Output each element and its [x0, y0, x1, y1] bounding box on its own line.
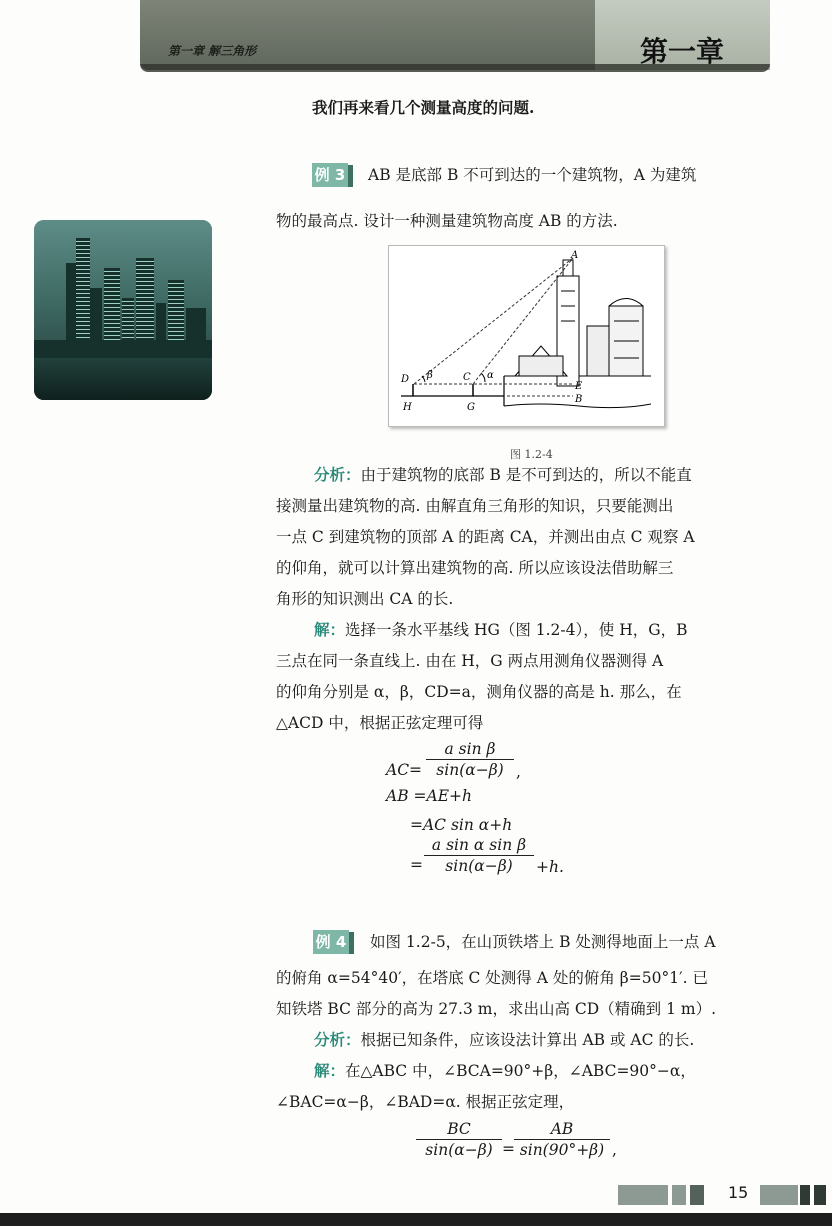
solution-line3: 的仰角分别是 α，β，CD=a，测角仪器的高是 h. 那么，在 [276, 683, 682, 701]
footer-bar [760, 1185, 798, 1205]
example-4-line1: 如图 1.2-5，在山顶铁塔上 B 处测得地面上一点 A [370, 933, 716, 951]
example-3-line1: AB 是底部 B 不可到达的一个建筑物，A 为建筑 [368, 166, 697, 184]
analysis-line2: 接测量出建筑物的高. 由解直角三角形的知识，只要能测出 [276, 497, 674, 515]
city-night-photo [34, 220, 212, 400]
formula-left-denominator: sin(α−β) [425, 1141, 493, 1159]
label-alpha: α [487, 370, 494, 381]
formula-ab-denominator: sin(α−β) [445, 857, 513, 875]
label-E: E [575, 381, 583, 392]
example-4-analysis-label: 分析： [314, 1030, 361, 1049]
formula-left-numerator: BC [447, 1120, 471, 1138]
analysis-label: 分析： [314, 465, 361, 484]
example-4-solution-line1: 在△ABC 中，∠BCA=90°+β，∠ABC=90°−α， [345, 1062, 696, 1080]
formula-ab-line3-eq: = [410, 856, 423, 874]
formula-right-numerator: AB [550, 1120, 574, 1138]
footer-bar [672, 1185, 686, 1205]
example-4-tag: 例 4 [313, 930, 349, 954]
figure-caption: 图 1.2-4 [510, 448, 553, 461]
example-3-line2: 物的最高点. 设计一种测量建筑物高度 AB 的方法. [276, 212, 618, 230]
header-right-title: 第一章 [640, 35, 725, 68]
label-C: C [463, 372, 471, 383]
formula-law-of-sines-right [514, 1120, 610, 1159]
photo-water [34, 358, 212, 400]
example-3-tag: 例 3 [312, 163, 348, 187]
formula-ac-numerator: a sin β [444, 740, 496, 758]
intro-text: 我们再来看几个测量高度的问题. [312, 98, 535, 117]
header-left-title: 第一章 解三角形 [168, 44, 257, 58]
formula-law-of-sines-left [416, 1120, 502, 1159]
example-4-solution-label: 解： [314, 1061, 346, 1080]
figure-diagram [389, 246, 664, 426]
formula-equals: = [502, 1140, 515, 1158]
page-bottom-edge [0, 1213, 832, 1226]
photo-shoreline [34, 340, 212, 358]
formula-ab-tail: +h. [536, 858, 564, 876]
label-beta: β [427, 370, 433, 381]
page-number: 15 [728, 1183, 749, 1202]
formula-tail: , [612, 1141, 617, 1159]
example-4-line3: 知铁塔 BC 部分的高为 27.3 m，求出山高 CD（精确到 1 m）. [276, 1000, 717, 1018]
label-B: B [575, 394, 583, 405]
label-H: H [403, 402, 412, 413]
footer-bar [814, 1185, 826, 1205]
formula-right-denominator: sin(90°+β) [519, 1141, 605, 1159]
example-4-analysis: 根据已知条件，应该设法计算出 AB 或 AC 的长. [360, 1031, 695, 1049]
formula-ac-lhs: AC= [386, 761, 423, 779]
example-4-solution-line2: ∠BAC=α−β，∠BAD=α. 根据正弦定理， [276, 1093, 575, 1111]
label-A: A [571, 250, 579, 261]
solution-label: 解： [314, 620, 346, 639]
formula-ab-numerator: a sin α sin β [431, 836, 527, 854]
label-G: G [467, 402, 475, 413]
formula-ab-fraction [424, 836, 534, 875]
analysis-line1: 由于建筑物的底部 B 是不可到达的，所以不能直 [360, 466, 692, 484]
formula-ac-fraction [426, 740, 514, 779]
analysis-line5: 角形的知识测出 CA 的长. [276, 590, 454, 608]
analysis-line4: 的仰角，就可以计算出建筑物的高. 所以应该设法借助解三 [276, 559, 674, 577]
solution-line1: 选择一条水平基线 HG（图 1.2-4），使 H，G，B [345, 621, 688, 639]
label-D: D [401, 374, 410, 385]
footer-bar [618, 1185, 668, 1205]
figure-1-2-4 [388, 245, 665, 427]
footer-bar [690, 1185, 704, 1205]
formula-ab-line2: =AC sin α+h [410, 816, 513, 834]
example-4-line2: 的俯角 α=54°40′，在塔底 C 处测得 A 处的俯角 β=50°1′. 已 [276, 969, 708, 987]
footer-bar [800, 1185, 810, 1205]
formula-ac-tail: , [516, 763, 521, 781]
solution-line2: 三点在同一条直线上. 由在 H，G 两点用测角仪器测得 A [276, 652, 664, 670]
formula-ab-line1: AB =AE+h [386, 787, 472, 805]
formula-ac-denominator: sin(α−β) [436, 761, 504, 779]
solution-line4: △ACD 中，根据正弦定理可得 [276, 714, 484, 732]
analysis-line3: 一点 C 到建筑物的顶部 A 的距离 CA，并测出由点 C 观察 A [276, 528, 695, 546]
